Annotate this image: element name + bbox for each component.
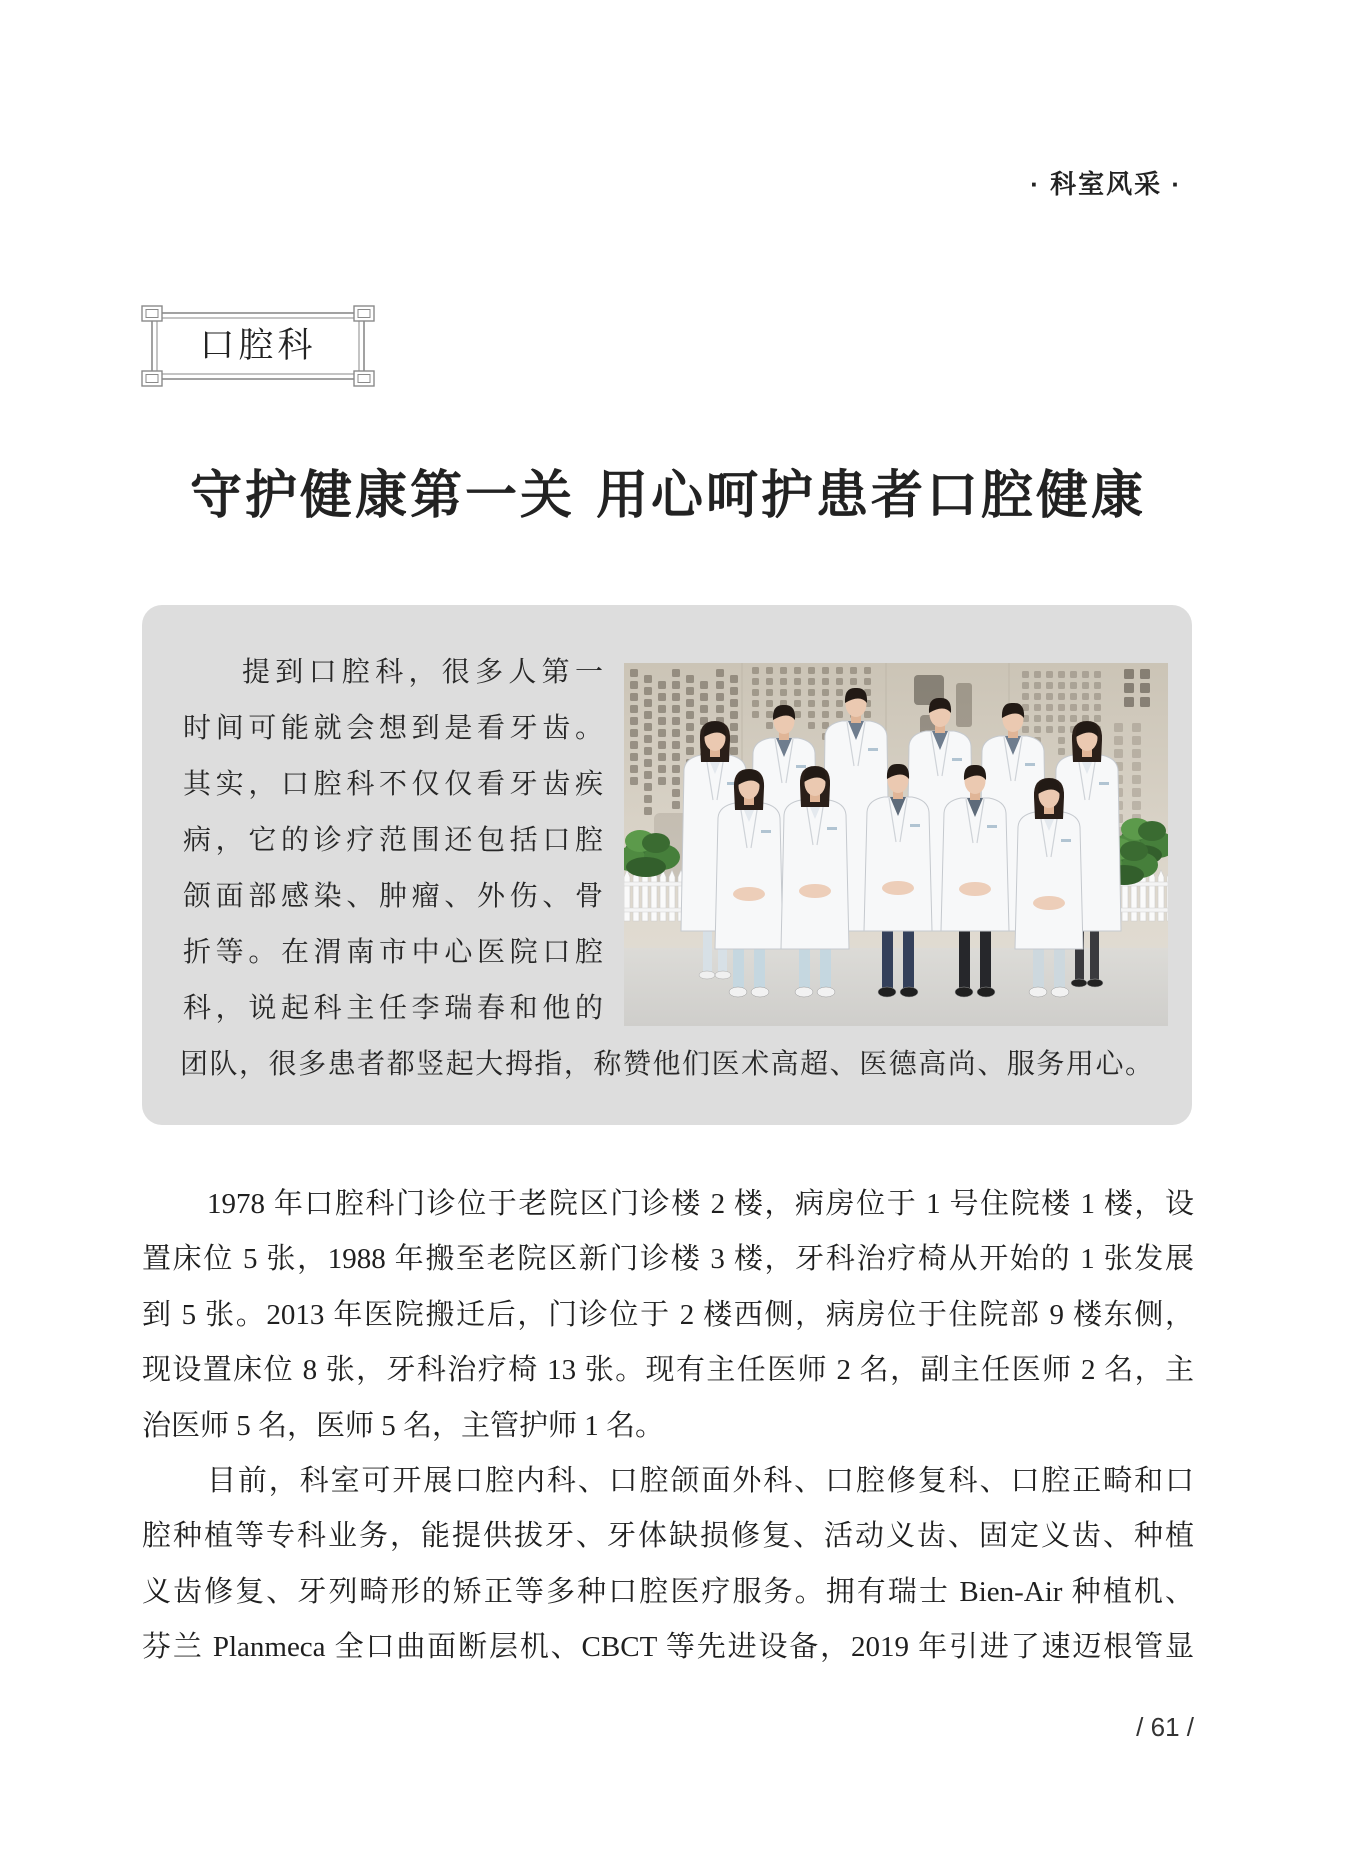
body-line: 现设置床位 8 张，牙科治疗椅 13 张。现有主任医师 2 名，副主任医师 2 名，主: [142, 1354, 1194, 1386]
intro-line: 其实，口腔科不仅仅看牙齿疾: [183, 767, 603, 800]
intro-line: 提到口腔科，很多人第一: [242, 655, 603, 688]
intro-line: 团队，很多患者都竖起大拇指，称赞他们医术高超、医德高尚、服务用心。: [180, 1047, 1153, 1080]
intro-line: 时间可能就会想到是看牙齿。: [183, 711, 603, 744]
body-line: 芬兰 Planmeca 全口曲面断层机、CBCT 等先进设备，2019 年引进了速迈根管显: [142, 1631, 1194, 1663]
wall-calligraphy: [658, 681, 666, 785]
wall-calligraphy: [1124, 669, 1134, 707]
article-title: 守护健康第一关 用心呵护患者口腔健康: [189, 465, 1147, 526]
page-number: / 61 /: [1136, 1712, 1194, 1742]
body-line: 目前，科室可开展口腔内科、口腔颌面外科、口腔修复科、口腔正畸和口: [207, 1465, 1194, 1497]
intro-line: 颌面部感染、肿瘤、外伤、骨: [183, 879, 603, 912]
body-line: 置床位 5 张，1988 年搬至老院区新门诊楼 3 楼，牙科治疗椅从开始的 1 张发展: [142, 1243, 1194, 1275]
body-line: 到 5 张。2013 年医院搬迁后，门诊位于 2 楼西侧，病房位于住院部 9 楼东侧，: [142, 1299, 1194, 1331]
body-line: 1978 年口腔科门诊位于老院区门诊楼 2 楼，病房位于 1 号住院楼 1 楼，设: [207, 1188, 1194, 1220]
body-line: 腔种植等专科业务，能提供拔牙、牙体缺损修复、活动义齿、固定义齿、种植: [142, 1520, 1194, 1552]
department-label: 口腔科: [199, 326, 317, 366]
body-line: 义齿修复、牙列畸形的矫正等多种口腔医疗服务。拥有瑞士 Bien-Air 种植机、: [142, 1576, 1194, 1608]
intro-line: 折等。在渭南市中心医院口腔: [183, 935, 603, 968]
intro-line: 病，它的诊疗范围还包括口腔: [183, 823, 603, 856]
body-line: 治医师 5 名，医师 5 名，主管护师 1 名。: [142, 1410, 665, 1442]
intro-line: 科，说起科主任李瑞春和他的: [183, 991, 603, 1024]
team-photo: [624, 663, 1168, 1026]
department-tag: [140, 305, 376, 387]
wall-calligraphy: [1140, 669, 1150, 707]
section-label: · 科室风采 ·: [1030, 169, 1182, 199]
